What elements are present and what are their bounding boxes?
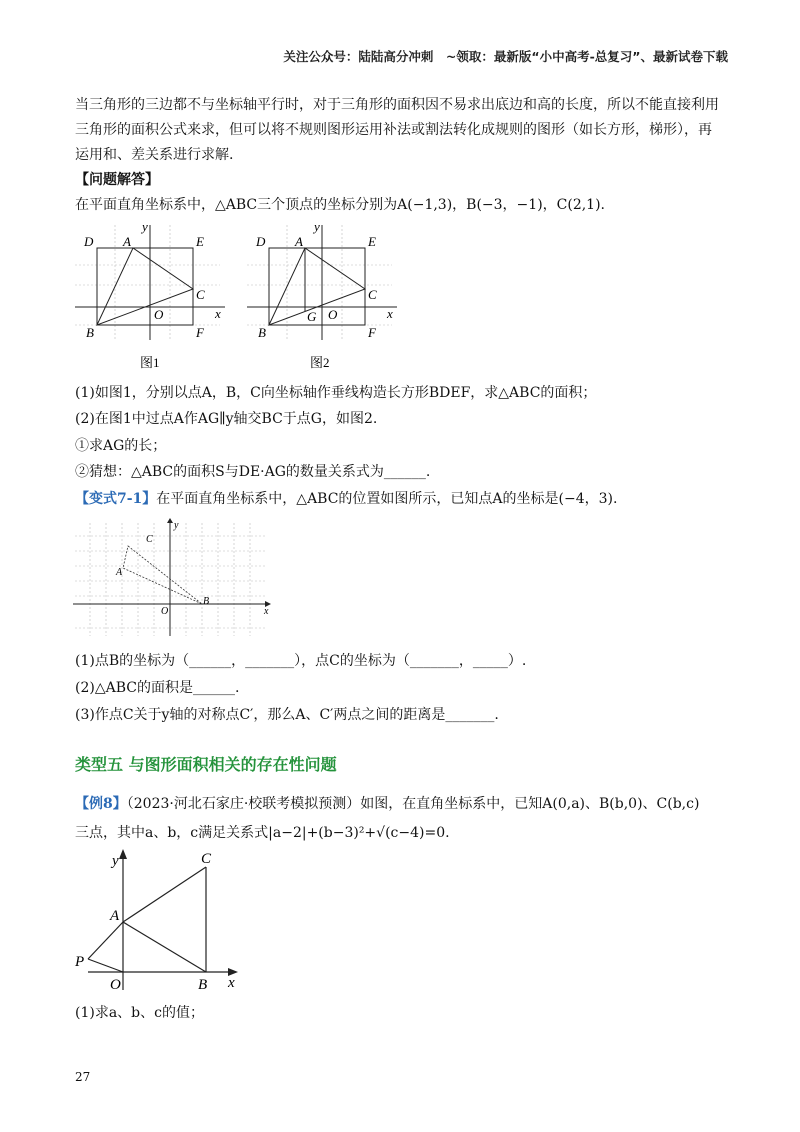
fig2-label-C: C xyxy=(368,287,377,302)
variant-label-x: x xyxy=(264,606,269,617)
example-text: （2023·河北石家庄·校联考模拟预测）如图，在直角坐标系中，已知A(0,a)、B(b,0)、C(b,c) xyxy=(126,796,700,812)
intro-line-2: 三角形的面积公式来求，但可以将不规则图形运用补法或割法转化成规则的图形（如长方形，梯形），再 xyxy=(75,122,712,138)
fig1-label-F: F xyxy=(196,325,204,340)
question-2: (2)在图1中过点A作AG∥y轴交BC于点G，如图2. xyxy=(75,411,378,427)
variant-tag: 【变式7-1】 xyxy=(75,491,157,507)
variant-question-1: (1)点B的坐标为（______，_______），点C的坐标为（_______，_____）. xyxy=(75,653,527,669)
variant-label-B: B xyxy=(203,596,210,607)
variant-question-2: (2)△ABC的面积是______. xyxy=(75,680,240,696)
fig1-label-E: E xyxy=(196,234,204,249)
fig2-label-O: O xyxy=(328,307,338,322)
fig2-label-F: F xyxy=(368,325,376,340)
example-tag: 【例8】 xyxy=(75,796,127,812)
example-figure xyxy=(70,845,255,995)
fig2-label-E: E xyxy=(368,234,376,249)
example-label-P: P xyxy=(75,954,85,970)
fig2-label-x: x xyxy=(387,306,393,321)
fig1-label-D: D xyxy=(84,234,94,249)
section-title: 类型五 与图形面积相关的存在性问题 xyxy=(75,755,337,774)
fig2-label-y: y xyxy=(314,219,320,234)
fig1-label-C: C xyxy=(196,287,205,302)
problem-heading: 【问题解答】 xyxy=(75,172,159,188)
example-statement-2: 三点，其中a、b，c满足关系式|a−2|+(b−3)²+√(c−4)=0. xyxy=(75,825,450,841)
question-2b: ②猜想：△ABC的面积S与DE·AG的数量关系式为______. xyxy=(75,464,431,480)
variant-label-O: O xyxy=(161,606,169,617)
variant-figure xyxy=(70,518,280,640)
page-header: 关注公众号：陆陆高分冲刺 ~领取：最新版“小中高考-总复习”、最新试卷下载 xyxy=(283,49,728,64)
variant-statement xyxy=(75,489,617,509)
problem-statement: 在平面直角坐标系中，△ABC三个顶点的坐标分别为A(−1,3)，B(−3，−1)，C(2,1). xyxy=(75,197,606,213)
example-label-A: A xyxy=(110,908,120,924)
fig1-label-O: O xyxy=(154,307,164,322)
figure-2 xyxy=(242,215,407,375)
example-statement xyxy=(75,794,699,814)
figure-1 xyxy=(70,215,235,375)
intro-line-3: 运用和、差关系进行求解. xyxy=(75,147,234,163)
question-1: (1)如图1，分别以点A，B，C向坐标轴作垂线构造长方形BDEF，求△ABC的面积； xyxy=(75,385,597,401)
page-number: 27 xyxy=(75,1070,91,1084)
example-label-B: B xyxy=(198,977,208,993)
intro-line-1: 当三角形的三边都不与坐标轴平行时，对于三角形的面积因不易求出底边和高的长度，所以不能直接利用 xyxy=(75,97,719,113)
fig1-label-x: x xyxy=(215,306,221,321)
variant-label-y: y xyxy=(174,520,179,531)
fig2-label-B: B xyxy=(258,325,266,340)
variant-label-C: C xyxy=(146,534,153,545)
fig1-label-A: A xyxy=(123,234,131,249)
fig2-caption: 图2 xyxy=(310,355,330,370)
fig2-label-D: D xyxy=(256,234,266,249)
fig1-label-y: y xyxy=(142,219,148,234)
fig1-label-B: B xyxy=(86,325,94,340)
example-question-1: (1)求a、b、c的值； xyxy=(75,1005,204,1021)
example-label-C: C xyxy=(201,851,212,867)
fig1-caption: 图1 xyxy=(140,355,160,370)
variant-text: 在平面直角坐标系中，△ABC的位置如图所示，已知点A的坐标是(−4，3). xyxy=(156,491,618,507)
fig2-label-G: G xyxy=(307,309,317,324)
variant-question-3: (3)作点C关于y轴的对称点C′，那么A、C′两点之间的距离是_______. xyxy=(75,707,499,723)
variant-label-A: A xyxy=(116,567,123,578)
fig2-label-A: A xyxy=(295,234,303,249)
example-label-x: x xyxy=(228,975,235,991)
question-2a: ①求AG的长； xyxy=(75,438,167,454)
example-label-y: y xyxy=(112,853,119,869)
example-label-O: O xyxy=(110,977,121,993)
